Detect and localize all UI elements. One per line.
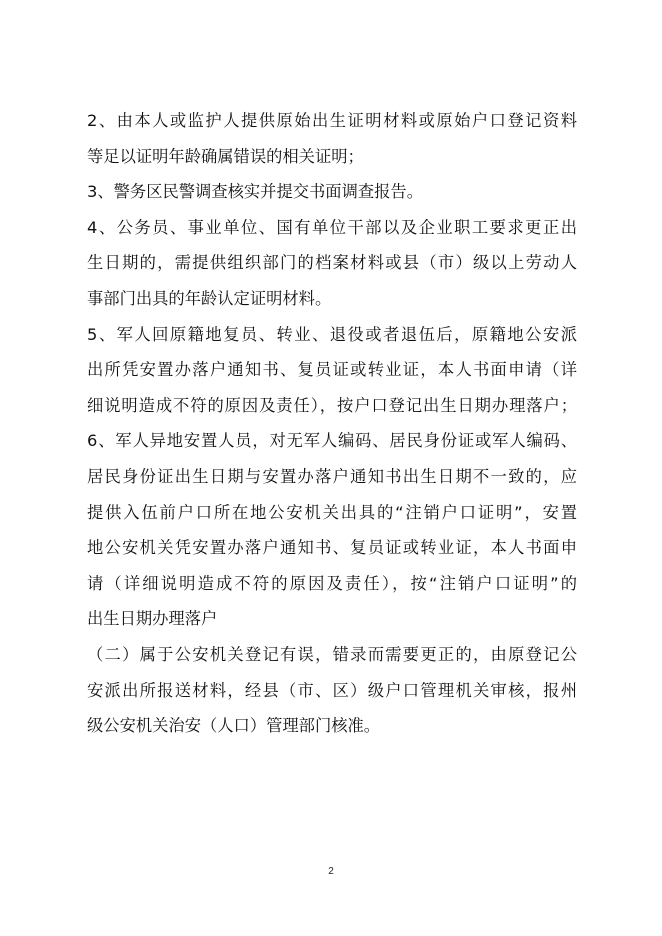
text-line-15: 出生日期办理落户 [87, 609, 218, 629]
text-line-2: 等足以证明年龄确属错误的相关证明； [87, 146, 364, 166]
text-line-1: 2、由本人或监护人提供原始出生证明材料或原始户口登记资料 [87, 111, 577, 130]
text-line-11: 居民身份证出生日期与安置办落户通知书出生日期不一致的，应 [87, 466, 577, 486]
body-text [87, 103, 577, 744]
text-line-13: 地公安机关凭安置办落户通知书、复员证或转业证，本人书面申 [87, 538, 577, 558]
text-line-4: 4、公务员、事业单位、国有单位干部以及企业职工要求更正出 [87, 217, 577, 237]
text-line-5: 生日期的，需提供组织部门的档案材料或县（市）级以上劳动人 [87, 253, 577, 273]
text-line-16: （二）属于公安机关登记有误，错录而需要更正的，由原登记公 [87, 644, 577, 664]
text-line-17: 安派出所报送材料，经县（市、区）级户口管理机关审核，报州 [87, 680, 577, 700]
text-line-8: 出所凭安置办落户通知书、复员证或转业证，本人书面申请（详 [87, 360, 577, 380]
page-number: 2 [328, 866, 334, 877]
text-line-3: 3、警务区民警调查核实并提交书面调查报告。 [87, 182, 423, 202]
text-line-14: 请（详细说明造成不符的原因及责任），按“注销户口证明”的 [87, 573, 577, 593]
text-line-10: 6、军人异地安置人员，对无军人编码、居民身份证或军人编码、 [87, 431, 577, 451]
text-line-9: 细说明造成不符的原因及责任），按户口登记出生日期办理落户； [87, 395, 577, 415]
text-line-7: 5、军人回原籍地复员、转业、退役或者退伍后，原籍地公安派 [87, 324, 577, 344]
text-line-12: 提供入伍前户口所在地公安机关出具的“注销户口证明”，安置 [87, 502, 577, 522]
text-line-6: 事部门出具的年龄认定证明材料。 [87, 288, 332, 308]
text-line-18: 级公安机关治安（人口）管理部门核准。 [87, 716, 381, 736]
